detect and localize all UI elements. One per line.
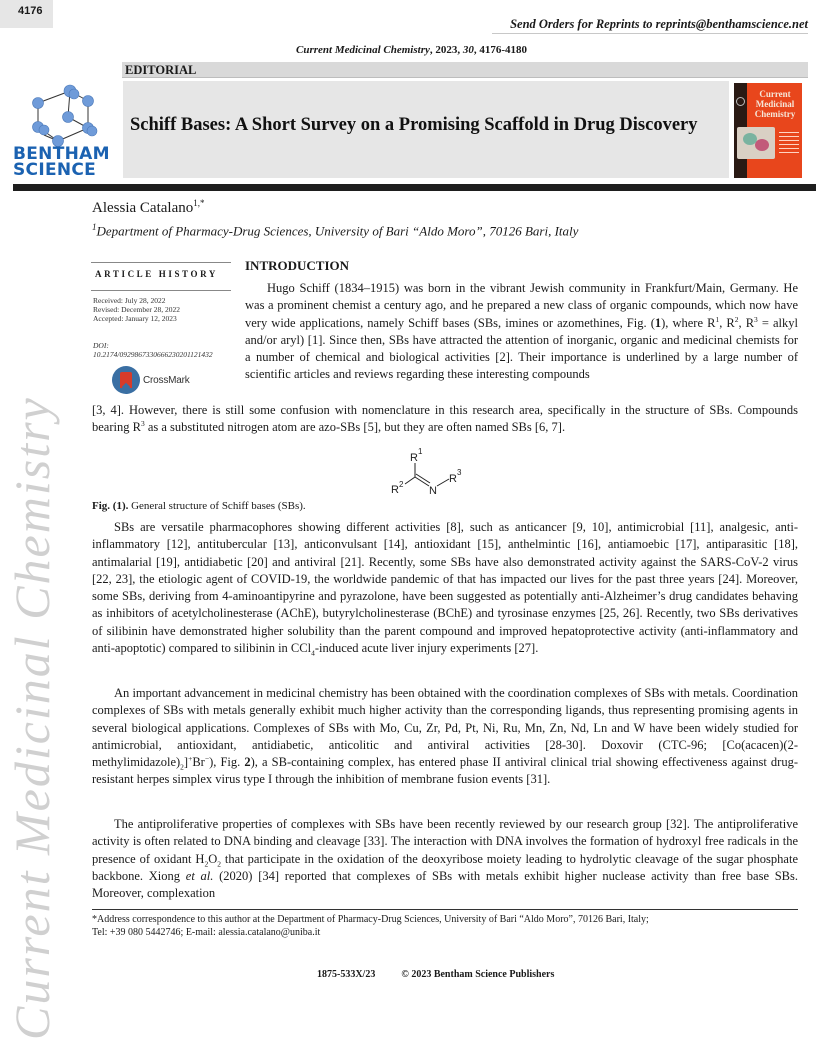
article-title: Schiff Bases: A Short Survey on a Promising Scaffold in Drug Discovery bbox=[130, 115, 698, 135]
crossmark-button[interactable] bbox=[112, 365, 190, 395]
footnote-line-1: *Address correspondence to this author at the Department of Pharmacy-Drug Sciences, University of Bari “Aldo Moro”, 70126 Bari, Italy; bbox=[92, 914, 649, 925]
crossmark-label: CrossMark bbox=[143, 374, 190, 386]
p1-sup-1: 1 bbox=[715, 314, 720, 324]
logo-line2: SCIENCE bbox=[13, 160, 97, 180]
crossmark-icon bbox=[112, 366, 140, 394]
journal-citation: Current Medicinal Chemistry, 2023, 30, 4176-4180 bbox=[296, 44, 528, 56]
article-history-dates bbox=[93, 296, 180, 323]
author-name bbox=[92, 198, 204, 217]
cover-protein-image bbox=[737, 127, 775, 159]
p2-text-a: SBs are versatile pharmacophores showing different activities [8], such as anticancer [9, 10], antimicrobial [11], analgesic, anti-inflammatory [12], antitubercular [13], anticonvulsant [14], antioxidant [15], anthelmintic [16], antiamoebic [17], antiparasitic [18], antimalarial [19], antidiabetic [20] and antiviral [21]. Recently, some SBs have also demonstrated activity against the SARS-CoV-2 virus [22, 23], the etiologic agent of COVID-19, the worldwide pandemic of that has impacted our lives for the past three years [24]. Moreover, some SBs, deriving from 4-aminoantipyrine and pyrazolone, have been suggested as potentially anti-Alzheimer’s drug candidates behaving as inhibitors of acetylcholinesterase (AChE), butyrylcholinesterase (BChE) and tyrosinase enzymes [25, 26]. Recently, two SBs derivatives of silibinin have demonstrated higher solubility than the parent compound and improved hepatoprotective activity (anti-inflammatory and anti-apoptotic) compared to silibinin in CCl bbox=[92, 520, 798, 656]
r3-label: R bbox=[449, 473, 457, 485]
author-name-text: Alessia Catalano bbox=[92, 200, 194, 216]
figure-1-caption bbox=[92, 500, 306, 512]
paragraph-2 bbox=[92, 519, 798, 657]
logo-line1: BENTHAM bbox=[13, 144, 110, 164]
doi-link[interactable]: 10.2174/0929867330666230201121432 bbox=[93, 350, 213, 359]
journal-volume: 30 bbox=[462, 44, 474, 56]
r2-label: R bbox=[391, 484, 399, 496]
author-affiliation bbox=[92, 222, 578, 239]
p1-cont-b: as a substituted nitrogen atom are azo-SBs [5], but they are often named SBs [6, 7]. bbox=[144, 420, 566, 435]
journal-watermark: Current Medicinal Chemistry bbox=[4, 396, 60, 1040]
figure-1-schiff-base-structure bbox=[385, 444, 495, 496]
p2-text-b: -induced acute liver injury experiments [27]. bbox=[314, 641, 539, 656]
p2-sub: 4 bbox=[311, 648, 315, 658]
cover-title-line3: Chemistry bbox=[754, 109, 796, 119]
bentham-science-logo bbox=[13, 146, 110, 178]
p4-sub-1: 2 bbox=[204, 859, 209, 869]
p1-text-a: Hugo Schiff (1834–1915) was born in the vibrant Jewish community in Frankfurt/Main, Germany. He was a prominent chemist a century ago, and he prepared a new class of organic compounds, which now have very wide applications, namely Schiff bases (SBs, imines or azomethines, Fig. ( bbox=[245, 281, 798, 330]
p3-text-d: ), Fig. bbox=[209, 755, 245, 770]
p3-text-c: Br bbox=[192, 755, 205, 770]
p4-text-a: The antiproliferative properties of complexes with SBs have been recently reviewed by our research group [32]. The antiproliferative activity is often related to DNA binding and cleavage [33]. The interaction with DNA involves the formation of hydroxyl free radicals in the presence of oxidant H bbox=[92, 817, 798, 866]
cover-emblem-icon bbox=[736, 97, 745, 106]
paragraph-4 bbox=[92, 816, 798, 902]
p3-sup-1: + bbox=[188, 754, 193, 764]
journal-name: Current Medicinal Chemistry bbox=[296, 44, 430, 56]
history-top-rule bbox=[91, 262, 231, 263]
header-divider bbox=[13, 184, 816, 191]
article-history-heading: ARTICLE HISTORY bbox=[95, 269, 218, 279]
section-heading-introduction: INTRODUCTION bbox=[245, 258, 350, 273]
journal-year: 2023 bbox=[435, 44, 458, 56]
cover-blurb bbox=[779, 129, 799, 169]
fig2-reference[interactable]: 2 bbox=[244, 755, 251, 770]
revised-date: Revised: December 28, 2022 bbox=[93, 305, 181, 314]
p1-cont-sup: 3 bbox=[140, 419, 145, 429]
fig1-caption-label: Fig. (1). bbox=[92, 500, 129, 512]
affiliation-mark: 1 bbox=[92, 222, 97, 232]
cover-title-line2: Medicinal bbox=[755, 99, 795, 109]
page-number: 4176 bbox=[0, 0, 53, 28]
doi-block bbox=[93, 341, 213, 359]
paragraph-1 bbox=[245, 280, 798, 384]
p3-sub: 2 bbox=[180, 762, 184, 772]
p1-text-c: , R bbox=[719, 315, 735, 330]
p4-text-b: O bbox=[208, 851, 218, 866]
p1-sup-2: 2 bbox=[734, 314, 739, 324]
p1-cont-a: [3, 4]. However, there is still some confusion with nomenclature in this research area, specifically in the structure of SBs. Compounds bearing R bbox=[92, 403, 798, 435]
footnote-line-2: Tel: +39 080 5442746; E-mail: alessia.catalano@uniba.it bbox=[92, 927, 321, 938]
issn: 1875-533X/23 bbox=[317, 969, 376, 980]
reprints-rule bbox=[492, 33, 808, 34]
cover-title-line1: Current bbox=[759, 89, 791, 99]
history-mid-rule bbox=[91, 290, 231, 291]
p3-text-e: ), a SB-containing complex, has entered phase II antiviral clinical trial showing effectiveness against drug-resistant herpes simplex virus type I through the inhibition of membrane fusion events [31]. bbox=[92, 755, 799, 787]
p4-etal: et al. bbox=[185, 868, 214, 883]
p4-sub-2: 2 bbox=[217, 859, 221, 869]
fig1-reference[interactable]: 1 bbox=[654, 315, 662, 330]
p4-text-c: that participate in the oxidation of the deoxyribose moiety leading to hydrolytic cleavage of the sugar phosphate backbone. Xiong bbox=[92, 851, 798, 883]
p1-text-e: = alkyl and/or aryl) [1]. Since then, SBs have attracted the attention of inorganic, organic and medicinal chemists for a number of chemical and biological activities [2]. Their importance is underlined by a large number of scientific articles and reviews regarding these interesting compounds bbox=[245, 315, 798, 382]
reprints-notice: Send Orders for Reprints to reprints@benthamscience.net bbox=[510, 17, 808, 31]
p4-text-d: (2020) [34] reported that complexes of SBs with metals exhibit higher nuclease activity than free base SBs. Moreover, complexation bbox=[92, 868, 799, 901]
p1-text-d: , R bbox=[738, 315, 755, 330]
cover-title bbox=[748, 89, 802, 119]
svg-text:2: 2 bbox=[399, 480, 404, 489]
p1-sup-3: 3 bbox=[754, 314, 758, 324]
paragraph-3 bbox=[92, 685, 798, 789]
p1-text-b: ), where R bbox=[661, 315, 716, 330]
r1-label: R bbox=[410, 452, 418, 464]
copyright: © 2023 Bentham Science Publishers bbox=[401, 969, 555, 980]
paragraph-1-continued bbox=[92, 402, 798, 437]
svg-text:1: 1 bbox=[418, 447, 423, 456]
p3-sup-2: − bbox=[204, 754, 210, 764]
correspondence-footnote bbox=[92, 913, 798, 939]
journal-pages: 4176-4180 bbox=[479, 44, 528, 56]
fig1-caption-text: General structure of Schiff bases (SBs). bbox=[131, 500, 306, 512]
received-date: Received: July 28, 2022 bbox=[93, 296, 166, 305]
p3-text-a: An important advancement in medicinal chemistry has been obtained with the coordination complexes of SBs with metals. Coordination complexes of SBs with metals generally exhibit much higher activity than the corresponding ligands, thus representing promising agents in several biological applications. Complexes of SBs with Mo, Cu, Zr, Pd, Pt, Ni, Ru, Mn, Zn, Nd, Ln and W have been widely studied for antimicrobial, antioxidant, antidiabetic, anticolitic and antiviral activities [28-30]. Doxovir (CTC-96; [Co(acacen)(2-methylimidazole) bbox=[92, 686, 798, 770]
accepted-date: Accepted: January 12, 2023 bbox=[93, 314, 177, 323]
section-label: EDITORIAL bbox=[122, 62, 808, 78]
nitrogen-label: N bbox=[429, 485, 437, 496]
affiliation-text: Department of Pharmacy-Drug Sciences, University of Bari “Aldo Moro”, 70126 Bari, Italy bbox=[96, 223, 579, 239]
footnote-rule bbox=[92, 909, 798, 910]
author-marks: 1,* bbox=[193, 198, 205, 208]
doi-label: DOI: bbox=[93, 341, 109, 350]
page-footer bbox=[317, 969, 554, 980]
journal-cover-image bbox=[734, 83, 802, 178]
p3-text-b: ] bbox=[183, 755, 189, 770]
svg-text:3: 3 bbox=[457, 468, 462, 477]
